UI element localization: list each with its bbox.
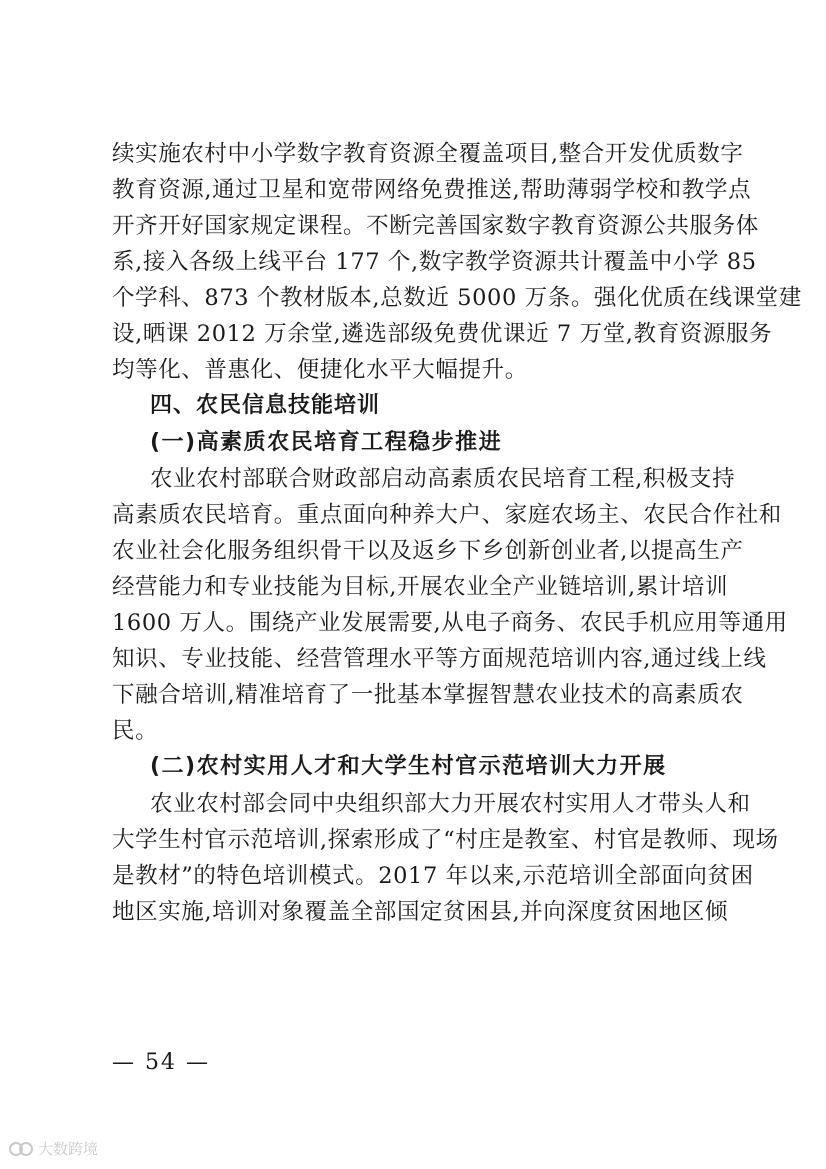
- text-line: 个学科、873 个教材版本,总数近 5000 万条。强化优质在线课堂建: [112, 285, 802, 311]
- text-line: 1600 万人。围绕产业发展需要,从电子商务、农民手机应用等通用: [112, 610, 788, 636]
- text-line: 教育资源,通过卫星和宽带网络免费推送,帮助薄弱学校和教学点: [112, 177, 752, 203]
- text-line: 农业社会化服务组织骨干以及返乡下乡创新创业者,以提高生产: [112, 538, 744, 564]
- watermark: [8, 1138, 98, 1159]
- text-line: 农业农村部会同中央组织部大力开展农村实用人才带头人和: [150, 791, 751, 817]
- text-line: 地区实施,培训对象覆盖全部国定贫困县,并向深度贫困地区倾: [112, 899, 729, 925]
- text-line: 下融合培训,精准培育了一批基本掌握智慧农业技术的高素质农: [112, 682, 744, 708]
- subsection-heading: (一)高素质农民培育工程稳步推进: [150, 430, 503, 455]
- watermark-text: 大数跨境: [38, 1140, 99, 1158]
- text-line: 知识、专业技能、经营管理水平等方面规范培训内容,通过线上线: [112, 646, 767, 672]
- text-line: 高素质农民培育。重点面向种养大户、家庭农场主、农民合作社和: [112, 502, 782, 528]
- subsection-heading: (二)农村实用人才和大学生村官示范培训大力开展: [150, 754, 667, 779]
- text-line: 大学生村官示范培训,探索形成了“村庄是教室、村官是教师、现场: [112, 827, 779, 853]
- text-line: 设,晒课 2012 万余堂,遴选部级免费优课近 7 万堂,教育资源服务: [112, 321, 773, 347]
- text-line: 开齐开好国家规定课程。不断完善国家数字教育资源公共服务体: [112, 213, 759, 239]
- page-number: — 54 —: [112, 1050, 210, 1075]
- text-line: 是教材”的特色培训模式。2017 年以来,示范培训全部面向贫困: [112, 863, 754, 889]
- text-line: 经营能力和专业技能为目标,开展农业全产业链培训,累计培训: [112, 574, 729, 600]
- text-line: 均等化、普惠化、便捷化水平大幅提升。: [112, 357, 528, 383]
- text-line: 续实施农村中小学数字教育资源全覆盖项目,整合开发优质数字: [112, 141, 744, 167]
- section-heading: 四、农民信息技能培训: [150, 393, 381, 418]
- text-line: 系,接入各级上线平台 177 个,数字教学资源共计覆盖中小学 85: [112, 249, 757, 275]
- watermark-logo-icon: [8, 1140, 34, 1158]
- text-line: 农业农村部联合财政部启动高素质农民培育工程,积极支持: [150, 466, 736, 492]
- text-line: 民。: [112, 718, 159, 744]
